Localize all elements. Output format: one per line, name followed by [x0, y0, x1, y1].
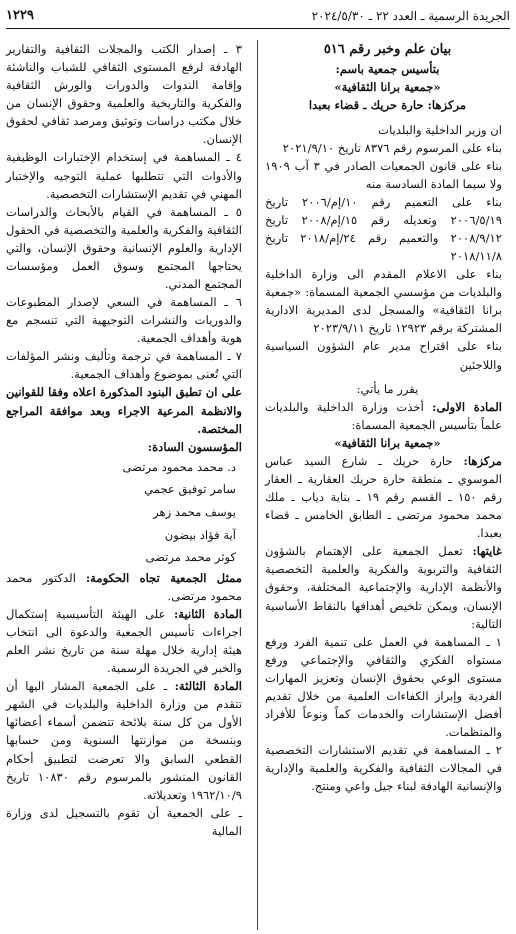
article-3-label: المادة الثالثة: [174, 679, 242, 694]
minister-intro: ان وزير الداخلية والبلديات [378, 122, 502, 137]
basis-4: بناء على الاعلام المقدم الى وزارة الداخلية والبلديات من مؤسسي الجمعية المسماة: «جمعية برانا الثقافية» والمسجل لدى المديرية الادارية المشتركة برقم ١٢٩٢٣ تاريخ ٢٠٢٣/٩/١١ [265, 267, 502, 336]
association-name: «جمعية برانا الثقافية» [334, 80, 441, 95]
gov-rep [6, 569, 250, 605]
basis-5: بناء على اقتراح مدير عام الشؤون السياسية واللاجئين [265, 339, 502, 372]
founder-4: آية فؤاد بيضون [164, 527, 236, 542]
goal-7: ٧ ـ المساهمة في ترجمة وتأليف ونشر المؤلفات التي تُعنى بموضوع وأهداف الجمعية. [6, 349, 242, 382]
founder-5: كوثر محمد مرتضى [145, 550, 236, 565]
basis-3: بناء على التعميم رقم ١٠/إم/٢٠٠٦ تاريخ ٢٠٠٦/٥/١٩ وتعديله رقم ١٥/إم/٢٠٠٨ تاريخ ٢٠٠٨/٩/١٢ والتعميم رقم ٢٤/إم/٢٠١٨ تاريخ ٢٠١٨/١١/٨ [265, 194, 502, 264]
founder-3: يوسف محمد زهر [153, 504, 236, 519]
founder-1: د. محمد محمود مرتضى [122, 459, 236, 474]
article-2 [6, 605, 250, 677]
goal-5: ٥ ـ المساهمة في القيام بالأبحاث والدراسات الثقافية والفكرية والعلمية والتخصصية في الحقول الإدارية والعلوم الإنسانية وحقوق الإنسان، والتي يحتاجها المجتمع وسوق العمل ومؤسسات المجتمع المدني. [6, 204, 242, 292]
article-1 [265, 398, 510, 434]
gov-rep-label: ممثل الجمعية تجاه الحكومة: [85, 570, 242, 585]
article-1-label: المادة الاولى: [432, 399, 503, 414]
hq-paragraph [265, 452, 510, 542]
article-2-text: على الهيئة التأسيسية إستكمال اجراءات تأسيس الجمعية والدعوة الى انتخاب هيئة إدارية خلال مهلة سنة من تاريخ نشر العلم والخبر في الجريدة الرسمية. [6, 606, 242, 676]
page-header [6, 5, 510, 27]
article-3 [6, 677, 250, 804]
founders-label: المؤسسون السادة: [147, 439, 242, 454]
page-number: ١٢٢٩ [6, 7, 34, 23]
goal-6: ٦ ـ المساهمة في السعي لإصدار المطبوعات والدوريات والنشرات التوجيهية التي تنسجم مع هوية وأهداف الجمعية. [6, 295, 242, 346]
goal-1: ١ ـ المساهمة في العمل على تنمية الفرد ورفع مستواه الفكري والثقافي والإجتماعي ورفع مستوى الوعي بحقوق الإنسان وتعزيز المهارات الفردية وإبراز الكفاءات العلمية من خلال تقديم أفضل الإستشارات والخدمات كماً ونوعاً للأفراد والمنظمات. [265, 634, 502, 740]
goals-paragraph [265, 542, 510, 632]
last-line: ـ على الجمعية أن تقوم بالتسجيل لدى وزارة المالية [6, 805, 242, 838]
gov-rep-text: الدكتور محمد محمود مرتضى. [6, 570, 242, 603]
article-1-text: أخذت وزارة الداخلية والبلديات علماً بتأسيس الجمعية المسماة: [265, 399, 502, 432]
bold-note: على ان تطبق البنود المذكورة اعلاه وفقا للقوانين والانظمة المرعية الاجراء وبعد موافقة المراجع المختصة. [6, 385, 242, 436]
header-rule [6, 28, 510, 29]
goals-text: تعمل الجمعية على الإهتمام بالشؤون الثقافية والتربوية والفكرية والعلمية التخصصية والأنظمة الإدارية والإجتماعية المختلفة، وحقوق الإنسان، ويمكن تلخيص أهدافها بالنقاط الأساسية التالية: [265, 544, 502, 631]
basis-1: بناء على المرسوم رقم ٨٣٧٦ تاريخ ٢٠٢١/٩/١٠ [282, 140, 502, 155]
goal-3: ٣ ـ إصدار الكتب والمجلات الثقافية والتقارير الهادفة لرفع المستوى الثقافي للشباب والناشئة وإقامة الندوات والدورات والورش الثقافية والفكرية والتاريخية والعلمية وحقوق الإنسان من خلال مكتب دراسات وتوثيق ومرصد ثقافي لحقوق الإنسان. [6, 42, 242, 147]
right-column [258, 40, 510, 930]
hq-line: مركزها: حارة حريك ـ قضاء بعبدا [308, 98, 467, 113]
decides-line: يقرر ما يأتي: [356, 381, 419, 396]
founding-line: بتأسيس جمعية باسم: [335, 62, 440, 77]
hq-label: مركزها: [463, 453, 502, 468]
goals-label: غايتها: [472, 544, 502, 559]
gazette-title: الجريدة الرسمية ـ العدد ٢٢ ـ ٢٠٢٤/٥/٣٠ [311, 8, 510, 23]
article-2-label: المادة الثانية: [174, 606, 243, 621]
goal-2: ٢ ـ المساهمة في تقديم الاستشارات التخصصية في المجالات الثقافية والفكرية والعلمية والإدارية والإنسانية الهادفة لبناء جيل واعي ومنتج. [265, 743, 502, 794]
columns [6, 40, 510, 930]
basis-2: بناء على قانون الجمعيات الصادر في ٣ آب ١٩٠٩ ولا سيما المادة السادسة منه [265, 158, 502, 191]
founder-2: سامر توفيق عجمي [144, 482, 236, 497]
article-1-name: «جمعية برانا الثقافية» [334, 435, 441, 450]
goal-4: ٤ ـ المساهمة في إستخدام الإختبارات الوظيفية والأدوات التي تتطلبها عملية التوجيه والإختبار المهني في تقديم الإستشارات التخصصية. [6, 150, 242, 201]
hq-text: حارة حريك ـ شارع السيد عباس الموسوي ـ منطقة حارة حريك العقارية ـ العقار رقم ١٥٠ ـ القسم رقم ١٩ ـ بناية دياب ـ ملك محمد محمود مرتضى ـ الطابق الخامس ـ قضاء بعبدا. [265, 453, 503, 541]
notice-title: بيان علم وخبر رقم ٥١٦ [323, 42, 452, 57]
article-3-text: ـ على الجمعية المشار اليها أن تتقدم من وزارة الداخلية والبلديات في الشهر الأول من كل سنة بلائحة تتضمن أسماء أعضائها وبنسخة من موازنتها السنوية ومن حسابها القطعي السابق والا تعرضت لتطبيق أحكام القانون المنشور بالمرسوم رقم ١٠٨٣٠ تاريخ ١٩٦٢/١٠/٩ وتعديلاته. [6, 679, 243, 802]
left-column [6, 40, 258, 930]
